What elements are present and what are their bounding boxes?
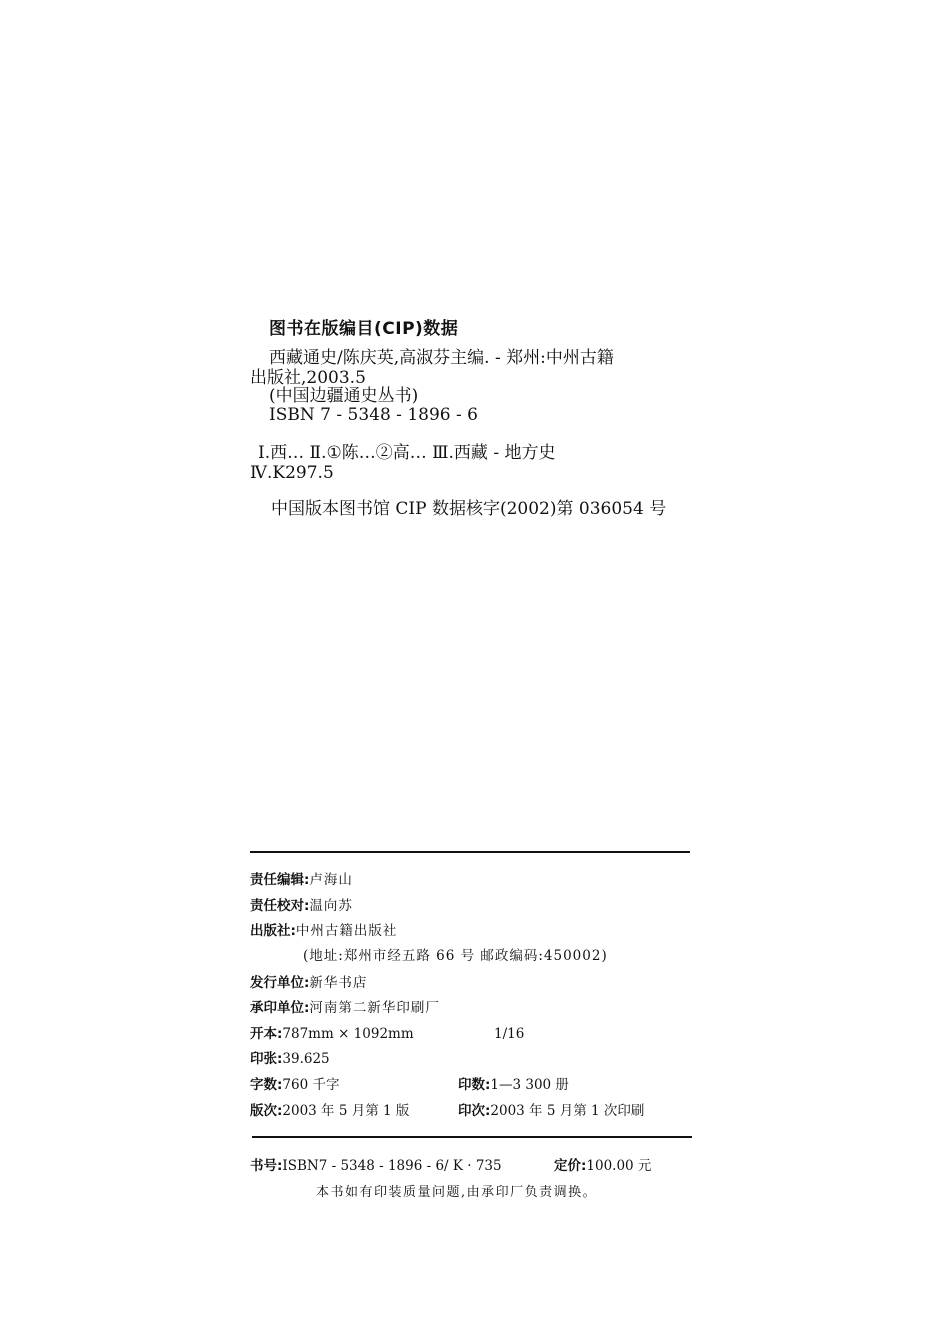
colophon-format	[250, 1025, 414, 1043]
distributor-value: 新华书店	[309, 975, 368, 991]
quality-notice: 本书如有印装质量问题,由承印厂负责调换。	[316, 1185, 598, 1200]
cip-line-classification: Ⅳ.K297.5	[250, 463, 334, 483]
colophon-price	[554, 1157, 651, 1175]
publisher-value: 中州古籍出版社	[295, 923, 398, 939]
proof-label: 责任校对:	[250, 898, 310, 914]
sheets-label: 印张:	[250, 1051, 283, 1067]
cip-line-isbn: ISBN 7 - 5348 - 1896 - 6	[269, 405, 478, 425]
distributor-label: 发行单位:	[250, 975, 310, 991]
cip-line-title-author: 西藏通史/陈庆英,高淑芬主编. - 郑州:中州古籍	[269, 348, 614, 368]
colophon-distributor	[250, 974, 367, 992]
editor-label: 责任编辑:	[250, 872, 310, 888]
copies-value: 1—3 300 册	[490, 1077, 569, 1093]
words-label: 字数:	[250, 1077, 283, 1093]
copies-label: 印数:	[458, 1077, 491, 1093]
format-label: 开本:	[250, 1026, 283, 1042]
words-value: 760 千字	[282, 1077, 340, 1093]
colophon-impression	[458, 1102, 644, 1120]
edition-value: 2003 年 5 月第 1 版	[282, 1103, 410, 1119]
colophon-book-number	[250, 1157, 502, 1175]
impression-label: 印次:	[458, 1103, 491, 1119]
edition-label: 版次:	[250, 1103, 283, 1119]
publisher-label: 出版社:	[250, 923, 296, 939]
colophon-editor	[250, 871, 353, 889]
price-value: 100.00 元	[586, 1158, 652, 1174]
impression-value: 2003 年 5 月第 1 次印刷	[490, 1103, 645, 1119]
cip-title: 图书在版编目(CIP)数据	[269, 319, 459, 339]
bookno-value: ISBN7 - 5348 - 1896 - 6/ K · 735	[282, 1158, 502, 1174]
printer-value: 河南第二新华印刷厂	[309, 1000, 440, 1016]
sheets-value: 39.625	[282, 1051, 330, 1067]
colophon-print-run	[458, 1076, 569, 1094]
cip-line-publisher-date: 出版社,2003.5	[250, 368, 366, 388]
colophon-sheets	[250, 1050, 330, 1068]
divider-bottom	[252, 1136, 692, 1138]
cip-line-subjects: Ⅰ.西… Ⅱ.①陈…②高… Ⅲ.西藏 - 地方史	[258, 443, 556, 463]
colophon-edition	[250, 1102, 409, 1120]
bookno-label: 书号:	[250, 1158, 283, 1174]
cip-line-series: (中国边疆通史丛书)	[269, 386, 419, 406]
proof-value: 温向苏	[309, 898, 353, 914]
colophon-address: (地址:郑州市经五路 66 号 邮政编码:450002)	[303, 948, 608, 964]
colophon-printer	[250, 999, 440, 1017]
format-fraction: 1/16	[494, 1026, 525, 1042]
divider-top	[250, 851, 690, 853]
printer-label: 承印单位:	[250, 1000, 310, 1016]
colophon-proofreader	[250, 897, 353, 915]
colophon-word-count	[250, 1076, 339, 1094]
cip-line-verification: 中国版本图书馆 CIP 数据核字(2002)第 036054 号	[271, 499, 667, 519]
price-label: 定价:	[554, 1158, 587, 1174]
colophon-publisher	[250, 922, 397, 940]
editor-value: 卢海山	[309, 872, 353, 888]
format-value: 787mm × 1092mm	[282, 1026, 414, 1042]
